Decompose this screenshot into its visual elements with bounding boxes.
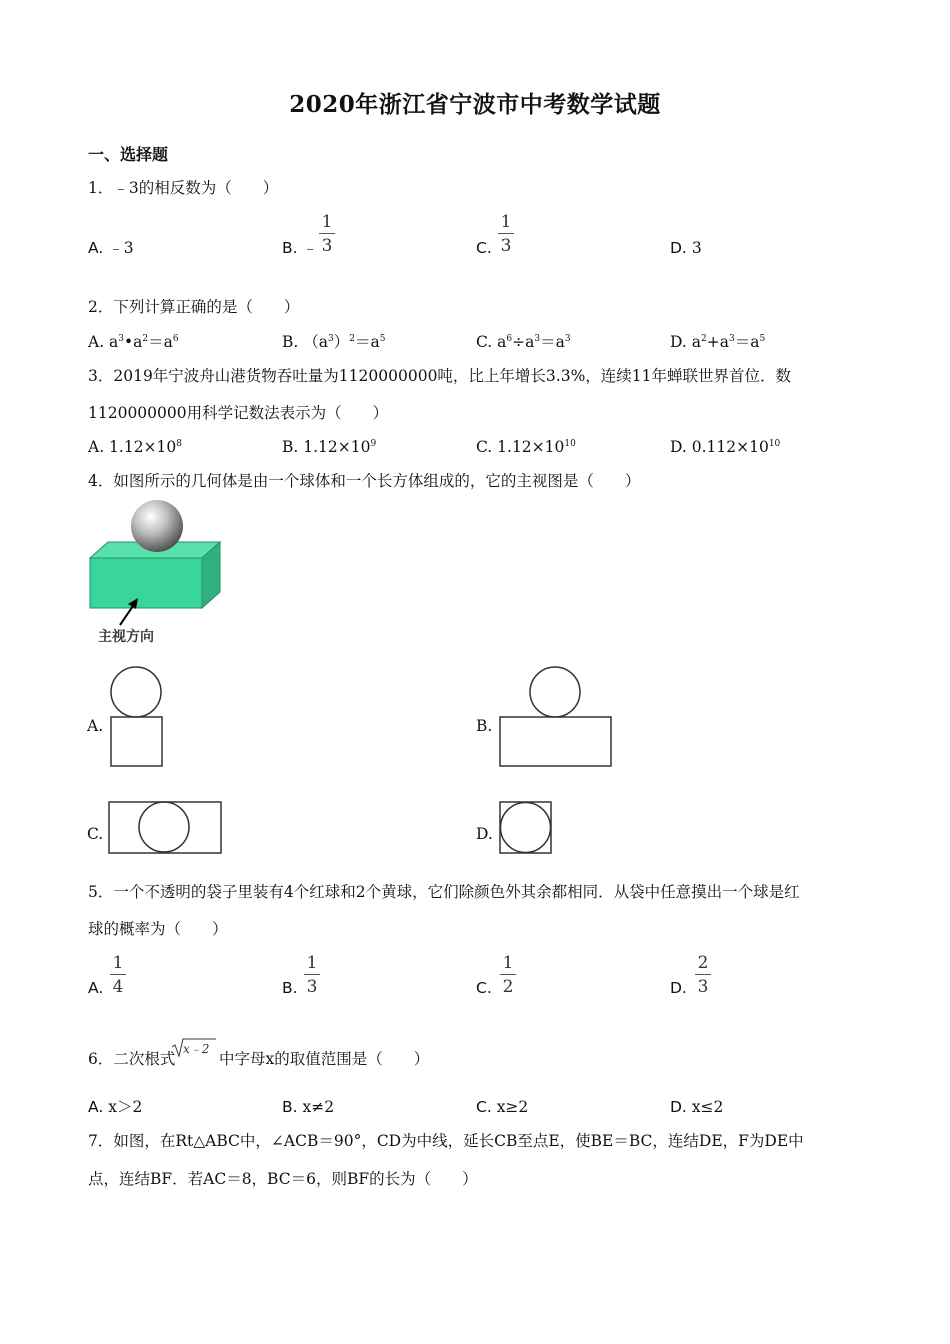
q5-option-c: C. — [476, 979, 492, 997]
q3-option-b: B. $1.12\times 10^9$ — [282, 438, 377, 456]
q2-option-c: C. $a^6\div a^3=a^3$ — [476, 333, 571, 351]
q3-option-a: A. $1.12\times 10^8$ — [88, 438, 183, 456]
q6-option-d: D. x≤2 — [670, 1098, 724, 1116]
q1-option-d: D. 3 — [670, 239, 702, 257]
q5-option-b: B. — [282, 979, 298, 997]
q1-option-c-fraction: 1 3 — [497, 213, 515, 255]
q6-radicand: x﹣2 — [183, 1042, 210, 1056]
q2-option-d: D. $a^2+a^3=a^5$ — [670, 333, 766, 351]
q5-option-a-fraction: 1 4 — [109, 954, 127, 996]
q4-option-c-label: C. — [87, 825, 104, 843]
question-3-stem-line-2: 1120000000用科学记数法表示为（ ） — [88, 404, 389, 422]
q1-option-c: C. — [476, 239, 492, 257]
q5-option-b-fraction: 1 3 — [303, 954, 321, 996]
q4-option-a-label: A. — [87, 717, 104, 735]
question-5-stem-line-1: 5．一个不透明的袋子里装有4个红球和2个黄球，它们除颜色外其余都相同．从袋中任意摸出一个球是红 — [88, 883, 800, 901]
q1-option-b-fraction: 1 3 — [318, 213, 336, 255]
q2-option-b: B. $(a^3)^2=a^5$ — [282, 333, 386, 351]
section-heading: 一、选择题 — [88, 145, 169, 164]
q5-option-d: D. — [670, 979, 687, 997]
q4-option-a-diagram — [108, 664, 166, 770]
box-front-face — [90, 558, 202, 608]
q6-option-b: B. x≠2 — [282, 1098, 335, 1116]
q4-option-d-label: D. — [476, 825, 493, 843]
q4-option-d-diagram — [497, 799, 555, 857]
q2-option-a: A. $a^3•a^2=a^6$ — [88, 333, 179, 351]
q1-option-a: A. ﹣3 — [88, 239, 134, 257]
q6-option-c: C. x≥2 — [476, 1098, 529, 1116]
figure-caption: 主视方向 — [98, 629, 154, 645]
q1-option-b: B. ﹣ — [282, 239, 319, 257]
question-7-stem-line-2: 点，连结BF．若AC＝8，BC＝6，则BF的长为（ ） — [88, 1170, 478, 1188]
question-6-stem-prefix: 6．二次根式 — [88, 1050, 176, 1068]
question-5-stem-line-2: 球的概率为（ ） — [88, 920, 228, 938]
sphere — [131, 500, 183, 552]
question-7-stem-line-1: 7．如图，在Rt△ABC中，∠ACB＝90°，CD为中线，延长CB至点E，使BE＝BC，连结DE，F为DE中 — [88, 1132, 804, 1150]
q4-option-b-label: B. — [476, 717, 493, 735]
question-6-stem-suffix: 中字母x的取值范围是（ ） — [219, 1050, 430, 1068]
q5-option-d-fraction: 2 3 — [694, 954, 712, 996]
q6-option-a: A. x＞2 — [88, 1098, 143, 1116]
q4-option-b-diagram — [497, 664, 615, 770]
page-title: 2020年浙江省宁波市中考数学试题 — [289, 91, 661, 118]
q4-option-c-diagram — [107, 799, 225, 857]
q5-option-c-fraction: 1 2 — [499, 954, 517, 996]
question-3-stem-line-1: 3．2019年宁波舟山港货物吞吐量为1120000000吨，比上年增长3.3%，连续11年蝉联世界首位．数 — [88, 367, 792, 385]
q3-option-c: C. $1.12\times 10^{10}$ — [476, 438, 576, 456]
q3-option-d: D. $0.112\times 10^{10}$ — [670, 438, 781, 456]
question-1-stem: 1．﹣3的相反数为（ ） — [88, 179, 279, 197]
question-2-stem: 2．下列计算正确的是（ ） — [88, 298, 300, 316]
q5-option-a: A. — [88, 979, 104, 997]
question-4-stem: 4．如图所示的几何体是由一个球体和一个长方体组成的，它的主视图是（ ） — [88, 472, 641, 490]
